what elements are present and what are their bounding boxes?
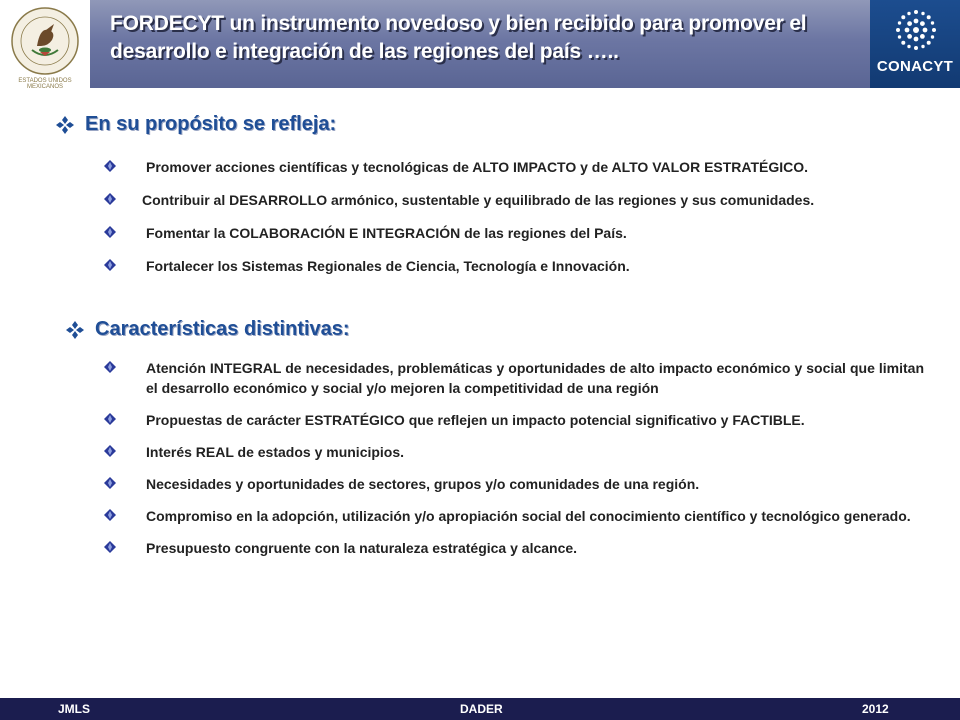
list-item-text: Contribuir al DESARROLLO armónico, sustentable y equilibrado de las regiones y sus comunidades. <box>142 192 815 208</box>
logo-label: CONACYT <box>876 58 954 75</box>
conacyt-dots-icon <box>894 8 938 52</box>
diamond-bullet-icon <box>104 193 116 205</box>
list-item <box>100 506 924 526</box>
diamond-bullet-icon <box>104 509 116 521</box>
list-item-text: Fortalecer los Sistemas Regionales de Ciencia, Tecnología e Innovación. <box>146 258 630 274</box>
list-item <box>100 410 924 430</box>
diamond-bullet-icon <box>104 226 116 238</box>
section-heading-text: En su propósito se refleja: <box>85 113 337 135</box>
list-item <box>100 358 924 398</box>
seal-caption: ESTADOS UNIDOS MEXICANOS <box>18 78 72 90</box>
diamond-bullet-icon <box>104 445 116 457</box>
footer-author: JMLS <box>58 702 91 716</box>
list-item <box>100 474 924 494</box>
list-item <box>100 538 924 558</box>
list-item <box>100 157 930 177</box>
slide-footer <box>0 698 960 720</box>
list-item <box>100 223 930 243</box>
list-item-text: Interés REAL de estados y municipios. <box>146 444 405 460</box>
diamond-bullet-icon <box>104 361 116 373</box>
slide-header <box>0 0 960 88</box>
diamond-bullet-icon <box>104 541 116 553</box>
list-item-text: Presupuesto congruente con la naturaleza estratégica y alcance. <box>146 540 578 556</box>
section-heading-text: Características distintivas: <box>95 318 350 340</box>
list-item-text: Compromiso en la adopción, utilización y/o apropiación social del conocimiento científico y tecnológico generado. <box>146 508 911 524</box>
diamond-bullet-icon <box>104 259 116 271</box>
section-heading-purpose <box>55 113 336 136</box>
list-item <box>100 256 930 276</box>
list-item-text: Atención INTEGRAL de necesidades, problemáticas y oportunidades de alto impacto económico y social que limitan el desarrollo económico y social y/o mejoren la competitividad de una región <box>146 360 924 396</box>
four-diamond-bullet-icon <box>65 320 85 340</box>
list-item-text: Promover acciones científicas y tecnológicas de ALTO IMPACTO y de ALTO VALOR ESTRATÉGICO. <box>146 159 809 175</box>
list-item-text: Propuestas de carácter ESTRATÉGICO que reflejen un impacto potencial significativo y FACTIBLE. <box>146 412 805 428</box>
list-item-text: Fomentar la COLABORACIÓN E INTEGRACIÓN de las regiones del País. <box>146 225 627 241</box>
four-diamond-bullet-icon <box>55 115 75 135</box>
purpose-list <box>100 157 930 276</box>
list-item <box>100 190 930 210</box>
diamond-bullet-icon <box>104 477 116 489</box>
mexican-seal-icon <box>10 6 80 76</box>
diamond-bullet-icon <box>104 413 116 425</box>
footer-year: 2012 <box>862 702 889 716</box>
list-item <box>100 442 924 462</box>
footer-department: DADER <box>460 702 503 716</box>
title-bar <box>90 0 870 88</box>
list-item-text: Necesidades y oportunidades de sectores, grupos y/o comunidades de una región. <box>146 476 700 492</box>
conacyt-logo <box>870 0 960 88</box>
diamond-bullet-icon <box>104 160 116 172</box>
section-heading-characteristics <box>65 318 350 341</box>
slide-title: FORDECYT un instrumento novedoso y bien recibido para promover el desarrollo e integración de las regiones del país ….. <box>110 12 807 63</box>
characteristics-list <box>100 358 924 558</box>
